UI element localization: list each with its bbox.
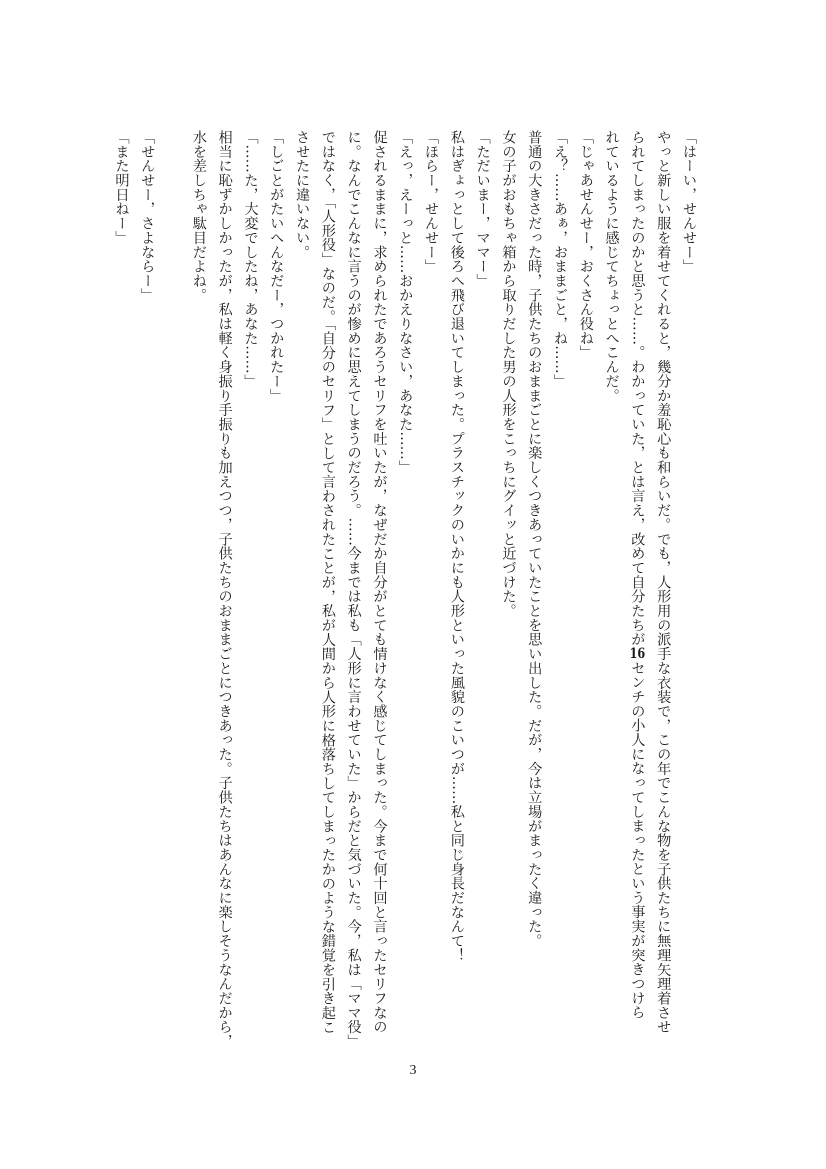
text-line-13: 促されるままに，求められたであろうセリフを吐いたが，なぜだか自分がとても情けなく感じてしまった。今まで何十回と言ったセリフなの [371, 130, 388, 1035]
text-line-1: 「はーい，せんせー」 [681, 130, 697, 274]
text-line-4: れているように感じてちょっとへこんだ。 [603, 130, 620, 403]
text-line-17: 「しごとがたいへんなだー，つかれたー」 [268, 130, 285, 403]
text-line-7: 普通の大きさだった時，子供たちのおままごとに楽しくつきあっていたことを思い出した。だが，今は立場がまったく違った。 [526, 130, 543, 948]
blank-line [166, 130, 180, 1080]
text-line-23: 「また明日ねー」 [113, 130, 130, 245]
text-line-8: 女の子がおもちゃ箱から取りだした男の人形をこっちにグイッと近づけた。 [500, 130, 517, 618]
text-line-22: 「せんせー，さよならー」 [139, 130, 156, 303]
text-line-14: に。なんでこんなに言うのが惨めに思えてしまうのだろう。……今までは私も「人形に言わせていた」からだと気づいた。今，私は「ママ役」 [345, 130, 362, 1049]
page-number: 3 [409, 1063, 417, 1078]
text-line-6: 「え？……あぁ，おままごと，ね……」 [552, 130, 569, 389]
text-line-16: させたに違いない。 [294, 130, 311, 260]
text-line-20: 水を差しちゃ駄目だよね。 [190, 130, 207, 303]
text-line-18: 「……た，大変でしたね，あなた……」 [242, 130, 259, 389]
text-line-3: られてしまったのかと思うと……。わかっていた，とは言え，改めて自分たちが16センチの小人になってしまったという事実が突きつけら [629, 130, 646, 1020]
text-line-19: 相当に恥ずかしかったが，私は軽く身振り手振りも加えつつ，子供たちのおままごとにつきあった。子供たちはあんなに楽しそうなんだから， [216, 130, 233, 1049]
text-line-12: 「えっ，えーっと……おかえりなさい，あなた……」 [397, 130, 414, 475]
text-line-9: 「ただいまー，ママー」 [474, 130, 491, 288]
text-line-5: 「じゃあせんせー，おくさん役ね」 [577, 130, 594, 360]
text-line-10: 私はぎょっとして後ろへ飛び退いてしまった。プラスチックのいかにも人形といった風貌のこいつが……私と同じ身長だなんて！ [448, 130, 465, 963]
text-line-2: やっと新しい服を着せてくれると，幾分か羞恥心も和らいだ。でも，人形用の派手な衣装で，この年でこんな物を子供たちに無理矢理着させ [655, 130, 672, 1035]
vertical-text-body [114, 130, 696, 1080]
text-line-15: ではなく，「人形役」なのだ。「自分のセリフ」として言わされたことが，私が人間から人形に格落ちしてしまったかのような錯覚を引き起こ [319, 130, 336, 1035]
text-line-11: 「ほらー，せんせー」 [423, 130, 440, 274]
